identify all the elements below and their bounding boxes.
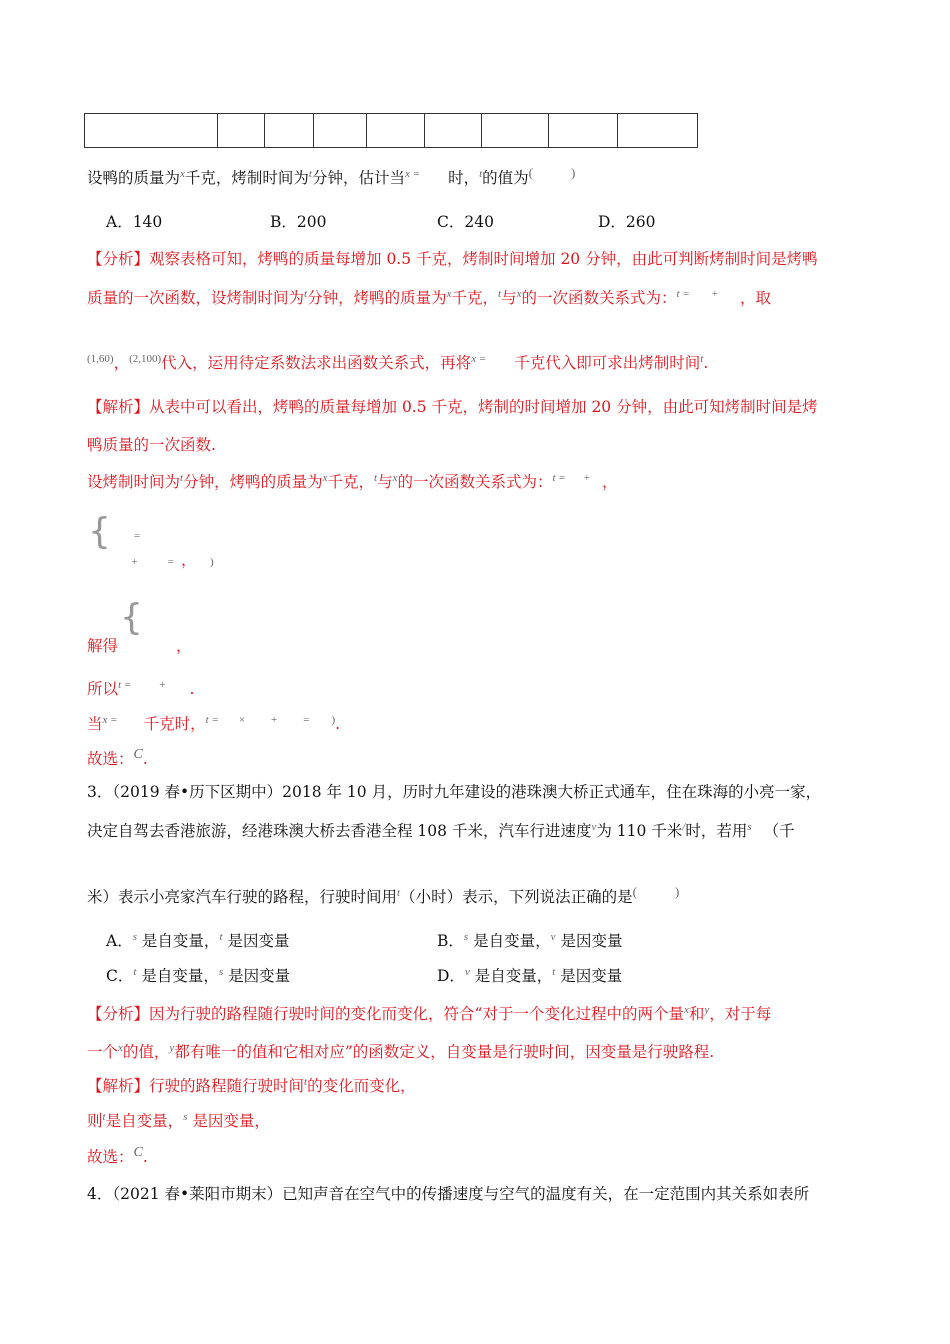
table-cell bbox=[424, 114, 481, 148]
table-cell bbox=[265, 114, 314, 148]
q2-solution-line-1: 【解析】从表中可以看出，烤鸭的质量每增加 0.5 千克，烤制的时间增加 20 分钟，由此可知烤制时间是烤 bbox=[87, 398, 818, 416]
q3-stem-line-3: 米）表示小亮家汽车行驶的路程，行驶时间用$^t$（小时）表示，下列说法正确的是( ) bbox=[87, 884, 680, 906]
brace-icon: { bbox=[88, 511, 111, 552]
q2-option-d[interactable]: D．260 bbox=[598, 213, 656, 231]
q2-solution-line-2: 鸭质量的一次函数. bbox=[87, 436, 216, 454]
table-cell bbox=[85, 114, 218, 148]
q2-option-a[interactable]: A．140 bbox=[106, 213, 163, 231]
q3-solution-line-1: 【解析】行驶的路程随行驶时间$^t$的变化而变化， bbox=[87, 1076, 416, 1095]
q2-option-c[interactable]: C．240 bbox=[437, 213, 494, 231]
q3-analysis-line-2: 一个$^x$的值，$^y$都有唯一的值和它相对应”的函数定义，自变量是行驶时间，因变量是行驶路程. bbox=[87, 1042, 715, 1061]
q2-analysis-line-2: 质量的一次函数，设烤制时间为$^t$分钟，烤鸭的质量为$^x$千克，$^t$与$^x$的一次函数关系式为：$^{t =}$ + ，取 bbox=[87, 288, 771, 307]
q4-stem-line-1: 4．（2021 春•莱阳市期末）已知声音在空气中的传播速度与空气的温度有关，在一定范围内其关系如表所 bbox=[87, 1185, 810, 1203]
table-cell bbox=[617, 114, 697, 148]
q3-answer: 故选：C. bbox=[87, 1145, 148, 1166]
when-line: 当$^{x =}$ 千克时，$^{t =}$ × + = ). bbox=[87, 714, 341, 733]
q3-option-d[interactable]: D．$^v$ 是自变量，$^t$ 是因变量 bbox=[437, 966, 623, 985]
table-cell bbox=[217, 114, 265, 148]
q3-option-b[interactable]: B．$^s$ 是自变量，$^v$ 是因变量 bbox=[437, 931, 623, 950]
system-comma: ， bbox=[181, 551, 197, 569]
q2-analysis-line-1: 【分析】观察表格可知，烤鸭的质量每增加 0.5 千克，烤制时间增加 20 分钟，由此可判断烤制时间是烤鸭 bbox=[87, 250, 818, 268]
q3-analysis-line-1: 【分析】因为行驶的路程随行驶时间的变化而变化，符合“对于一个变化过程中的两个量$^x$和$^y$，对于每 bbox=[87, 1004, 772, 1023]
solved-label: 解得 bbox=[87, 637, 119, 655]
brace-icon: { bbox=[120, 597, 143, 638]
table-cell bbox=[313, 114, 366, 148]
so-line: 所以$^{t =}$ + . bbox=[87, 679, 195, 698]
table-row bbox=[85, 114, 698, 148]
q3-option-c[interactable]: C．$^t$ 是自变量，$^s$ 是因变量 bbox=[106, 966, 291, 985]
table-cell bbox=[482, 114, 549, 148]
table-cell bbox=[549, 114, 617, 148]
q2-analysis-line-3: $^{(1,60)}$，$^{(2,100)}$代入，运用待定系数法求出函数关系式，再将$^{x =}$ 千克代入即可求出烤制时间$^t$. bbox=[87, 353, 709, 372]
q3-option-a[interactable]: A．$^s$ 是自变量，$^t$ 是因变量 bbox=[106, 931, 290, 950]
equation-system: { $_=$ $_+$ $_=$ $_)$ bbox=[88, 511, 214, 568]
q2-solution-line-3: 设烤制时间为$^t$分钟，烤鸭的质量为$^x$千克，$^t$与$^x$的一次函数关系式为：$^{t =}$ + ， bbox=[87, 472, 618, 491]
q2-stem: 设鸭的质量为$^x$千克，烤制时间为$^t$分钟，估计当$^{x =}$ 时，$^t$的值为( ) bbox=[87, 165, 576, 187]
table-cell bbox=[367, 114, 424, 148]
q3-stem-line-2: 决定自驾去香港旅游，经港珠澳大桥去香港全程 108 千米，汽车行进速度$^v$为 110 千米/时，若用$^s$ （千 bbox=[87, 821, 795, 840]
q2-answer: 故选：C. bbox=[87, 747, 148, 768]
q3-solution-line-2: 则$^t$是自变量，$^s$ 是因变量， bbox=[87, 1111, 270, 1130]
solved-comma: ， bbox=[176, 637, 192, 655]
q3-stem-line-1: 3．（2019 春•历下区期中）2018 年 10 月，历时九年建设的港珠澳大桥正式通车，住在珠海的小亮一家， bbox=[87, 783, 822, 801]
q2-option-b[interactable]: B．200 bbox=[270, 213, 327, 231]
data-table bbox=[84, 113, 698, 148]
